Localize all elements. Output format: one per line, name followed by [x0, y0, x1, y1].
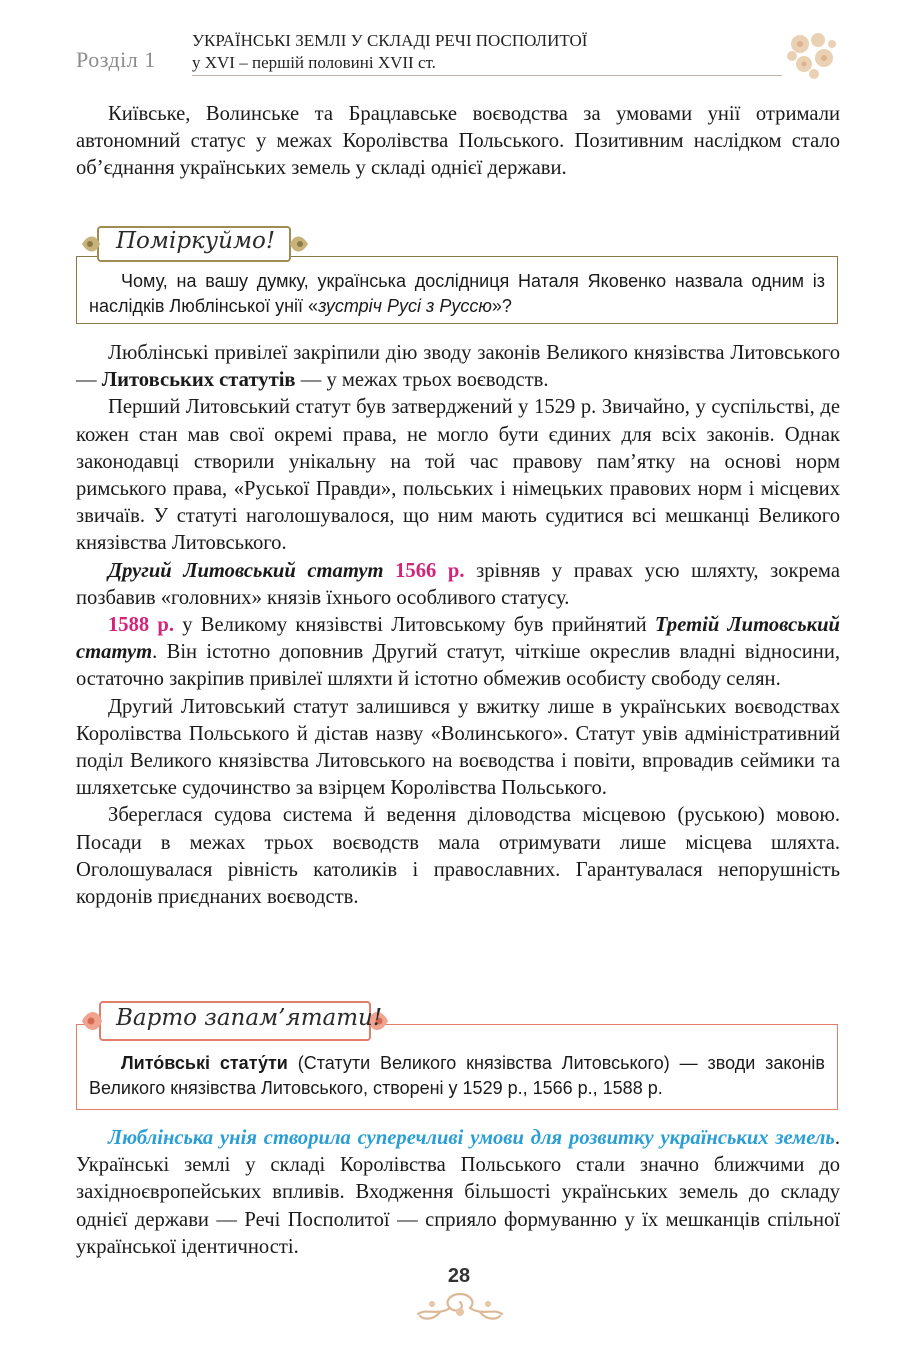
main-text — [76, 340, 840, 911]
intro-paragraph: Київське, Волинське та Брацлавське воєводства за умовами унії отримали автономний статус у межах Королівства Польського. Позитивним наслідком стало об’єднання українських земель у складі однієї держави. — [76, 103, 840, 180]
page-number: 28 — [447, 1265, 471, 1287]
header-divider — [192, 75, 782, 76]
think-box-text: Чому, на вашу думку, українська дослідниця Наталя Яковенко назвала одним із наслідків Люблінської унії «зустріч Русі з Руссю»? — [89, 271, 825, 316]
paragraph-5: Другий Литовський статут залишився у вжитку лише в українських воєводствах Королівства Польського й дістав назву «Волинського». Статут увів адміністративний поділ Великого князівства Литовського на воєводства і повіти, впровадив сеймики та шляхетське судочинство за взірцем Королівства Польського. — [76, 695, 840, 800]
term: Лито́вські стату́ти — [121, 1053, 288, 1073]
think-box — [76, 256, 838, 324]
paragraph-4: 1588 р. у Великому князівстві Литовському був прийнятий Третій Литовський статут. Він істотно доповнив Другий статут, чіткіше окреслив владні відносини, остаточно закріпив привілеї шляхти й істотно обмежив особисту свободу селян. — [76, 614, 840, 691]
remember-box-text: Лито́вські стату́ти (Статути Великого князівства Литовського) — зводи законів Великого князівства Литовського, створені у 1529 р., 1566 р., 1588 р. — [89, 1053, 825, 1098]
paragraph-2: Перший Литовський статут був затверджений у 1529 р. Звичайно, у суспільстві, де кожен стан мав свої окремі права, не могло бути єдиних для всіх законів. Однак законодавці створили унікальну на той час правову пам’ятку на основі норм римського права, «Руської Правди», польських і німецьких правових норм і місцевих звичаїв. У статуті наголошувалося, що ним мають судитися всі мешканці Великого князівства Литовського. — [76, 396, 840, 555]
conclusion-paragraph: Люблінська унія створила суперечливі умови для розвитку українських земель. Українські землі у складі Королівства Польського стали значно ближчими до західноєвропейських впливів. Входження більшості українських земель до складу однієї держави — Речі Посполитої — сприяло формуванню у їх мешканців спільної української ідентичності. — [76, 1127, 840, 1258]
chapter-title-line2: у XVI – першій половині XVII ст. — [192, 53, 436, 72]
floral-ornament-icon — [410, 1286, 510, 1326]
paragraph-1: Люблінські привілеї закріпили дію зводу законів Великого князівства Литовського — Литовських статутів — у межах трьох воєводств. — [76, 342, 840, 392]
page-header — [0, 0, 918, 90]
paragraph-3: Другий Литовський статут 1566 р. зрівняв у правах усю шляхту, зокрема позбавив «головних» князів їхнього особливого статусу. — [76, 559, 840, 609]
remember-banner — [80, 998, 390, 1044]
chapter-title — [192, 30, 587, 74]
floral-ornament-icon — [778, 22, 842, 86]
think-box-title: Поміркуймо! — [116, 228, 276, 254]
paragraph-6: Збереглася судова система й ведення діловодства місцевою (руською) мовою. Посади в межах трьох воєводств мала отримувати лише місцева шляхта. Оголошувалася рівність католиків і православних. Гарантувалася непорушність кордонів приєднаних воєводств. — [76, 804, 840, 909]
section-label: Розділ 1 — [76, 47, 156, 72]
remember-box-title: Варто запам’ятати! — [116, 1005, 383, 1031]
think-banner — [80, 224, 310, 264]
chapter-title-line1: УКРАЇНСЬКІ ЗЕМЛІ У СКЛАДІ РЕЧІ ПОСПОЛИТОЇ — [192, 31, 588, 50]
